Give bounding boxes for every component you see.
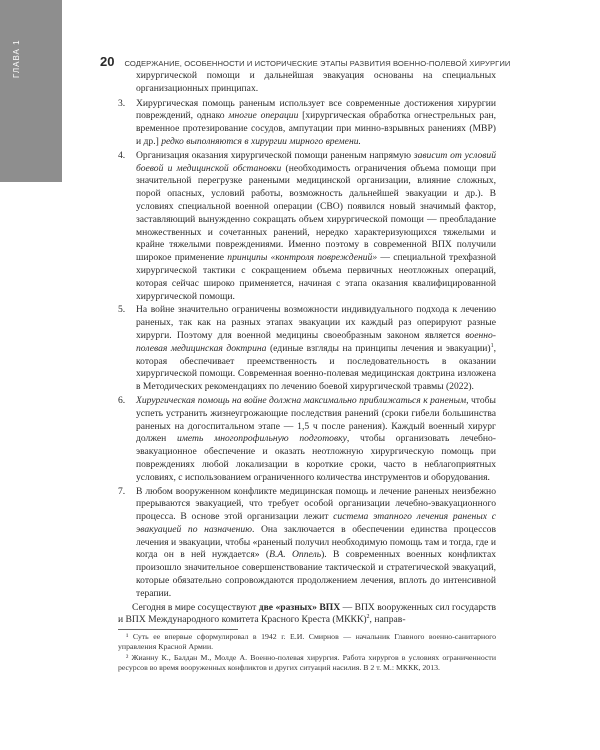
list-item-number: 6. bbox=[118, 394, 126, 406]
running-head bbox=[100, 54, 511, 69]
list-item bbox=[118, 395, 496, 485]
text-run: , направ- bbox=[369, 614, 406, 626]
list-item-number: 5. bbox=[118, 304, 126, 316]
chapter-label: ГЛАВА 1 bbox=[12, 39, 21, 78]
emphasis-text: зависит от условий боевой и медицинской обстановки bbox=[136, 149, 496, 174]
page-number: 20 bbox=[100, 54, 115, 69]
text-run: , чтобы успеть устранить жизнеугрожающие последствия ранений (сроки гибели большинства раненых на догоспитальном этапе — 1,5 ч после ранения). Каждый военный хирург должен bbox=[136, 394, 496, 445]
running-title: СОДЕРЖАНИЕ, ОСОБЕННОСТИ И ИСТОРИЧЕСКИЕ ЭТАПЫ РАЗВИТИЯ ВОЕННО-ПОЛЕВОЙ ХИРУРГИИ bbox=[124, 59, 511, 68]
text-run: В любом вооруженном конфликте медицинская помощь и лечение раненых неизбежно прерываются эвакуацией, что требует особой организации лечебно-эвакуационного процесса. В основе этой организации лежит bbox=[136, 485, 496, 523]
text-run: . Она заключается в обеспечении единства процессов лечения и эвакуации, чтобы «раненый получил необходимую помощь там и тогда, где и когда он в ней нуждается» ( bbox=[136, 523, 496, 561]
text-run: Организация оказания хирургической помощи раненым напрямую bbox=[136, 149, 414, 161]
footnote: ¹ Суть ее впервые сформулировал в 1942 г. Е.И. Смирнов — начальник Главного военно-санитарного управления Красной Армии. bbox=[118, 632, 496, 651]
list-item-number: 3. bbox=[118, 97, 126, 109]
emphasis-text: иметь многопрофильную подготовку bbox=[176, 433, 347, 445]
footnote-ref: 2 bbox=[366, 614, 370, 621]
body-text bbox=[118, 70, 496, 627]
emphasis-text: В.А. Оппель bbox=[269, 549, 322, 561]
emphasis-text: Хирургическая помощь на войне должна максимально приближаться к раненым bbox=[136, 394, 467, 406]
text-run: [хирургическая обработка огнестрельных ран, временное протезирование сосудов, ампутации при минно-взрывных ранениях (МВР) и др.] bbox=[136, 110, 496, 147]
emphasis-text: система этапного лечения раненых с эвакуацией по назначению bbox=[136, 511, 496, 535]
footnote: ² Жианну К., Балдан М., Молде А. Военно-полевая хирургия. Работа хирургов в условиях ограниченности ресурсов во время вооруженных конфликтов и других ситуаций насилия. В 2 т. М.: МККК, 2013. bbox=[118, 653, 496, 672]
closing-paragraph bbox=[118, 602, 496, 628]
emphasis-text: принципы «контроля повреждений» bbox=[227, 252, 378, 264]
emphasis-text: многие операции bbox=[228, 110, 299, 122]
lead-paragraph: хирургической помощи и дальнейшая эвакуация основаны на специальных организационных принципах. bbox=[136, 70, 496, 94]
emphasis-text: редко выполняются в хирургии мирного времени. bbox=[161, 135, 361, 147]
text-run: (единые взгляды на принципы лечения и эвакуации) bbox=[266, 342, 491, 354]
text-run: Хирургическая помощь раненым использует все современные достижения хирургии повреждений, однако bbox=[136, 97, 496, 122]
list-item bbox=[118, 150, 496, 304]
text-run: — специальной трехфазной хирургической тактики с сокращением объема первичных неотложных операций, которая сейчас широко применяется, начиная с этапа оказания квалифицированной хирургической помощи. bbox=[136, 252, 496, 302]
emphasis-text: военно-полевая медицинская доктрина bbox=[136, 329, 496, 354]
chapter-side-tab bbox=[0, 0, 62, 182]
text-run: (необходимость ограничения объема помощи при значительной перегрузке ранеными медицинской организации, влияние сложных, порой опасных, условий работы, возможность дальнейшей эвакуации и др.). В условиях специальной военной операции (СВО) появился новый значимый фактор, заставляющий вынужденно сокращать объем хирургической помощи — преобладание множественных и сочетанных ранений, нередко характеризующихся тяжелыми и крайне тяжелыми повреждениями. Именно поэтому в современной ВПХ получили широкое применение bbox=[136, 162, 496, 264]
list-item bbox=[118, 304, 496, 394]
footnote-ref: 1 bbox=[490, 342, 494, 349]
text-run: На войне значительно ограничены возможности индивидуального подхода к лечению раненых, так как на разных этапах эвакуации их каждый раз оперируют разные хирурги. Поэтому для военной медицины своеобразным законом является bbox=[136, 304, 496, 341]
numbered-list bbox=[118, 98, 496, 601]
text-run: , которая обеспечивает преемственность и последовательность в оказании хирургической помощи. Современная военно-полевая медицинская доктрина изложена в Методических рекомендациях по лечению боевой хирургической травмы (2022). bbox=[136, 342, 496, 393]
list-item-number: 7. bbox=[118, 485, 126, 497]
text-run: Сегодня в мире сосуществуют bbox=[132, 601, 259, 613]
bold-text: две «разных» ВПХ bbox=[258, 601, 341, 613]
text-run: ). В современных военных конфликтах произошло значительное совершенствование тактической и стратегической эвакуаций, которые обязательно сопровождаются продолжением лечения, вплоть до интенсивной терапии. bbox=[136, 549, 496, 599]
text-run: , чтобы организовать лечебно-эвакуационное обеспечение и оказать неотложную хирургическую помощь при повреждениях любой локализации в короткие сроки, часто в неблагоприятных условиях, с использованием ограниченного количества инструментов и оборудования. bbox=[136, 433, 496, 483]
footnotes bbox=[118, 632, 496, 674]
list-item bbox=[118, 486, 496, 601]
list-item-number: 4. bbox=[118, 149, 126, 161]
list-item bbox=[118, 98, 496, 149]
footnote-rule bbox=[118, 629, 238, 630]
text-run: — ВПХ вооруженных сил государств и ВПХ Международного комитета Красного Креста (МККК) bbox=[118, 601, 496, 626]
